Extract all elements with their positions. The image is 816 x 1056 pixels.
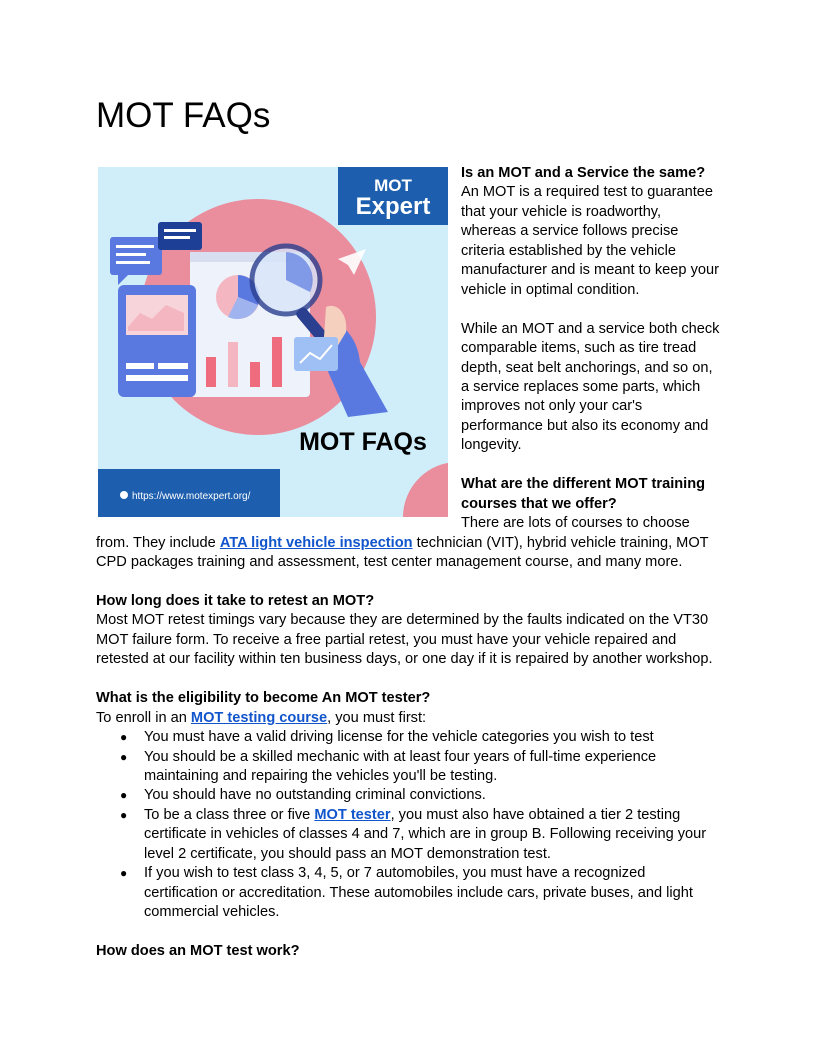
spacer — [96, 572, 720, 591]
ata-vit-link[interactable]: ATA light vehicle inspection — [219, 534, 413, 551]
page-title: MOT FAQs — [96, 96, 271, 135]
spacer — [96, 670, 720, 689]
question-heading: Is an MOT and a Service the same? — [461, 165, 706, 181]
list-item: ● You should have no outstanding criminal convictions. — [96, 786, 720, 805]
hero-url-text: https://www.motexpert.org/ — [132, 491, 251, 502]
hero-image — [98, 167, 448, 517]
globe-icon — [120, 491, 128, 499]
bullet-icon: ● — [120, 730, 128, 745]
list-item: ● To be a class three or five MOT tester, you must also have obtained a tier 2 testing certificate in vehicles of classes 4 and 7, which are in group B. Following receiving your level 2 certificate, you should pass an MOT demonstration test. — [120, 806, 707, 862]
list-item: ● You should be a skilled mechanic with at least four years of full-time experience maintaining and repairing the vehicles you'll be testing. — [120, 748, 657, 784]
mot-tester-link[interactable]: MOT tester — [314, 806, 391, 823]
logo-bottom-text: Expert — [355, 193, 431, 220]
answer-paragraph: An MOT is a required test to guarantee that your vehicle is roadworthy, whereas a service follows precise criteria established by the vehicle manufacturer and is meant to keep your vehicle in optimal condition. — [461, 184, 719, 298]
question-heading: How does an MOT test work? — [96, 943, 300, 960]
answer-paragraph: To enroll in an MOT testing course, you must first: — [96, 709, 427, 726]
mot-faq-illustration — [98, 167, 448, 517]
bullet-icon: ● — [120, 749, 128, 764]
bullet-icon: ● — [120, 807, 128, 822]
mot-testing-course-link[interactable]: MOT testing course — [190, 709, 328, 726]
requirements-list — [96, 728, 720, 923]
bullet-icon: ● — [120, 866, 128, 881]
bullet-icon: ● — [120, 788, 128, 803]
question-heading: What are the different MOT training courses that we offer? — [461, 476, 706, 512]
hero-caption: MOT FAQs — [299, 428, 427, 456]
answer-paragraph: Most MOT retest timings vary because they are determined by the faults indicated on the VT30 MOT failure form. To receive a free partial retest, you must have your vehicle repaired and retested at our facility within ten business days, or one day if it is repaired by another workshop. — [96, 612, 713, 668]
question-heading: How long does it take to retest an MOT? — [96, 592, 375, 609]
answer-paragraph: While an MOT and a service both check comparable items, such as tire tread depth, seat belt anchorings, and so on, a service replaces some parts, which improves not only your car's performance but also its economy and longevity. — [461, 320, 720, 454]
list-item: ● You must have a valid driving license for the vehicle categories you wish to test — [96, 728, 720, 747]
answer-paragraph: There are lots of courses to choose from. They include ATA light vehicle inspection technician (VIT), hybrid vehicle training, MOT CPD packages training and assessment, test center management course, and many more. — [96, 515, 709, 571]
spacer — [96, 923, 720, 942]
document-body — [96, 164, 720, 962]
list-item: ● If you wish to test class 3, 4, 5, or 7 automobiles, you must have a recognized certification or accreditation. These automobiles include cars, private buses, and light commercial vehicles. — [120, 865, 693, 921]
logo-top-text: MOT — [374, 176, 412, 195]
question-heading: What is the eligibility to become An MOT tester? — [96, 690, 431, 707]
